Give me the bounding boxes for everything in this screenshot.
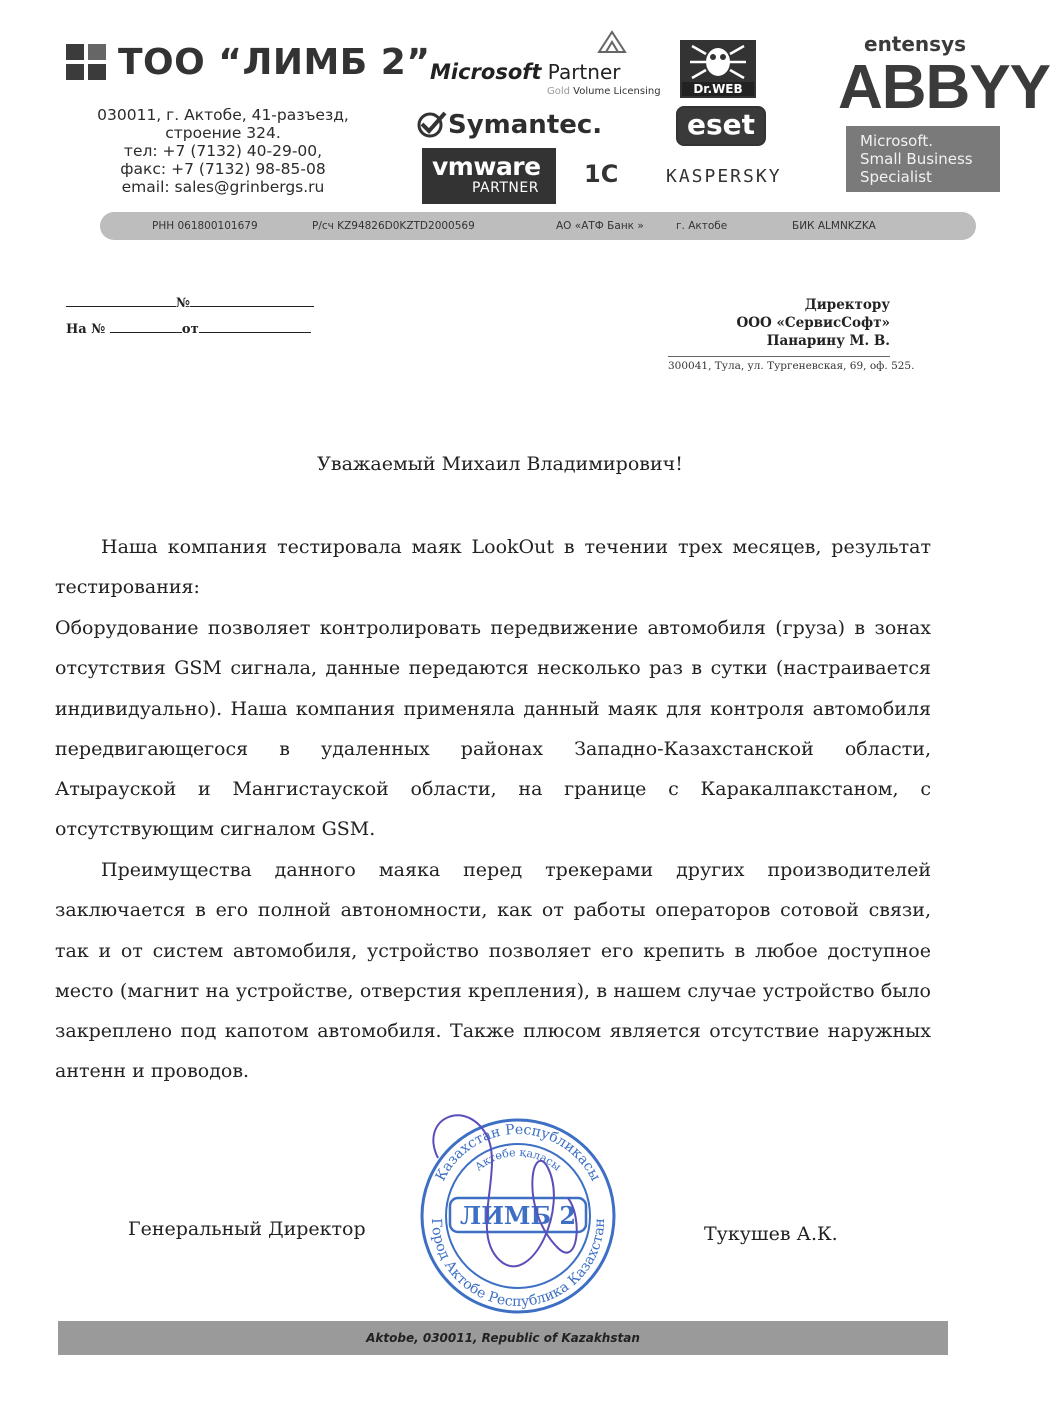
microsoft-partner-icon	[597, 28, 627, 54]
microsoft-partner-subtitle: Gold Volume Licensing	[547, 86, 661, 97]
bank-account: Р/сч KZ94826D0KZTD2000569	[312, 220, 475, 232]
entensys-logo: entensys	[864, 32, 967, 56]
vmware-partner-logo: vmware PARTNER	[422, 148, 556, 204]
bank-name: АО «АТФ Банк »	[556, 220, 644, 232]
salutation: Уважаемый Михаил Владимирович!	[317, 453, 683, 475]
recipient-block: Директору ООО «СервисСофт» Панарину М. В.	[736, 297, 890, 349]
footer-address: Aktobe, 030011, Republic of Kazakhstan	[366, 1331, 640, 1345]
outgoing-number-line: №	[66, 294, 314, 311]
stamp-text-top: Казахстан Республикасы	[432, 1121, 604, 1184]
onec-logo: 1С	[584, 160, 619, 188]
bank-details-bar	[100, 212, 976, 240]
symantec-logo: Symantec.	[414, 110, 602, 140]
eset-logo: eset	[676, 106, 766, 146]
email-line: email: sales@grinbergs.ru	[121, 178, 325, 196]
phone-line: тел: +7 (7132) 40-29-00,	[123, 142, 323, 160]
kaspersky-logo: KASPERSKY	[666, 166, 782, 187]
bank-bik: БИК ALMNKZKA	[792, 220, 876, 232]
microsoft-small-business-badge: Microsoft. Small Business Specialist	[846, 126, 1000, 192]
stamp-text-inner: Ақтөбе қаласы	[472, 1145, 564, 1174]
stamp-center-text: ЛИМБ 2	[459, 1201, 577, 1230]
drweb-logo: Dr.WEB	[680, 40, 756, 98]
address-line: 030011, г. Актобе, 41-разъезд,	[97, 106, 349, 124]
company-name: ТОО “ЛИМБ 2”	[118, 42, 431, 83]
footer-bar	[58, 1321, 948, 1355]
rnn: РНН 061800101679	[152, 220, 258, 232]
bank-city: г. Актобе	[676, 220, 728, 232]
stamp-text-bottom: Город Актобе Республика Казахстан	[427, 1217, 609, 1311]
signatory-name: Тукушев А.К.	[704, 1223, 838, 1245]
microsoft-partner-logo: Microsoft Partner	[430, 60, 621, 84]
abbyy-logo: ABBYY	[838, 53, 1050, 122]
address-line: строение 324.	[165, 124, 281, 142]
recipient-address: 300041, Тула, ул. Тургеневская, 69, оф. 525.	[668, 356, 890, 372]
company-logo-icon	[66, 44, 110, 84]
fax-line: факс: +7 (7132) 98-85-08	[120, 160, 326, 178]
checkmark-icon	[414, 111, 448, 137]
signatory-position: Генеральный Директор	[128, 1218, 366, 1240]
company-stamp	[408, 1098, 628, 1328]
paragraph-2: Оборудование позволяет контролировать передвижение автомобиля (груза) в зонах отсутствия GSM сигнала, данные передаются несколько раз в сутки (настраивается индивидуально). Наша компания применяла данный маяк для контроля автомобиля передвигающегося в удаленных районах Западно-Казахстанской области, Атырауской и Мангистауской области, на границе с Каракалпакстаном, с отсутствующим сигналом GSM.	[55, 617, 931, 841]
paragraph-3: Преимущества данного маяка перед трекерами других производителей заключается в его полной автономности, как от работы операторов сотовой связи, так и от систем автомобиля, устройство позволяет его крепить в любое доступное место (магнит на устройстве, отверстия крепления), в нашем случае устройство было закреплено под капотом автомобиля. Также плюсом является отсутствие наружных антенн и проводов.	[55, 859, 931, 1083]
spider-icon	[680, 40, 756, 84]
incoming-number-line: На № от	[66, 320, 311, 337]
paragraph-1: Наша компания тестировала маяк LookOut в течении трех месяцев, результат тестирования:	[55, 536, 931, 599]
